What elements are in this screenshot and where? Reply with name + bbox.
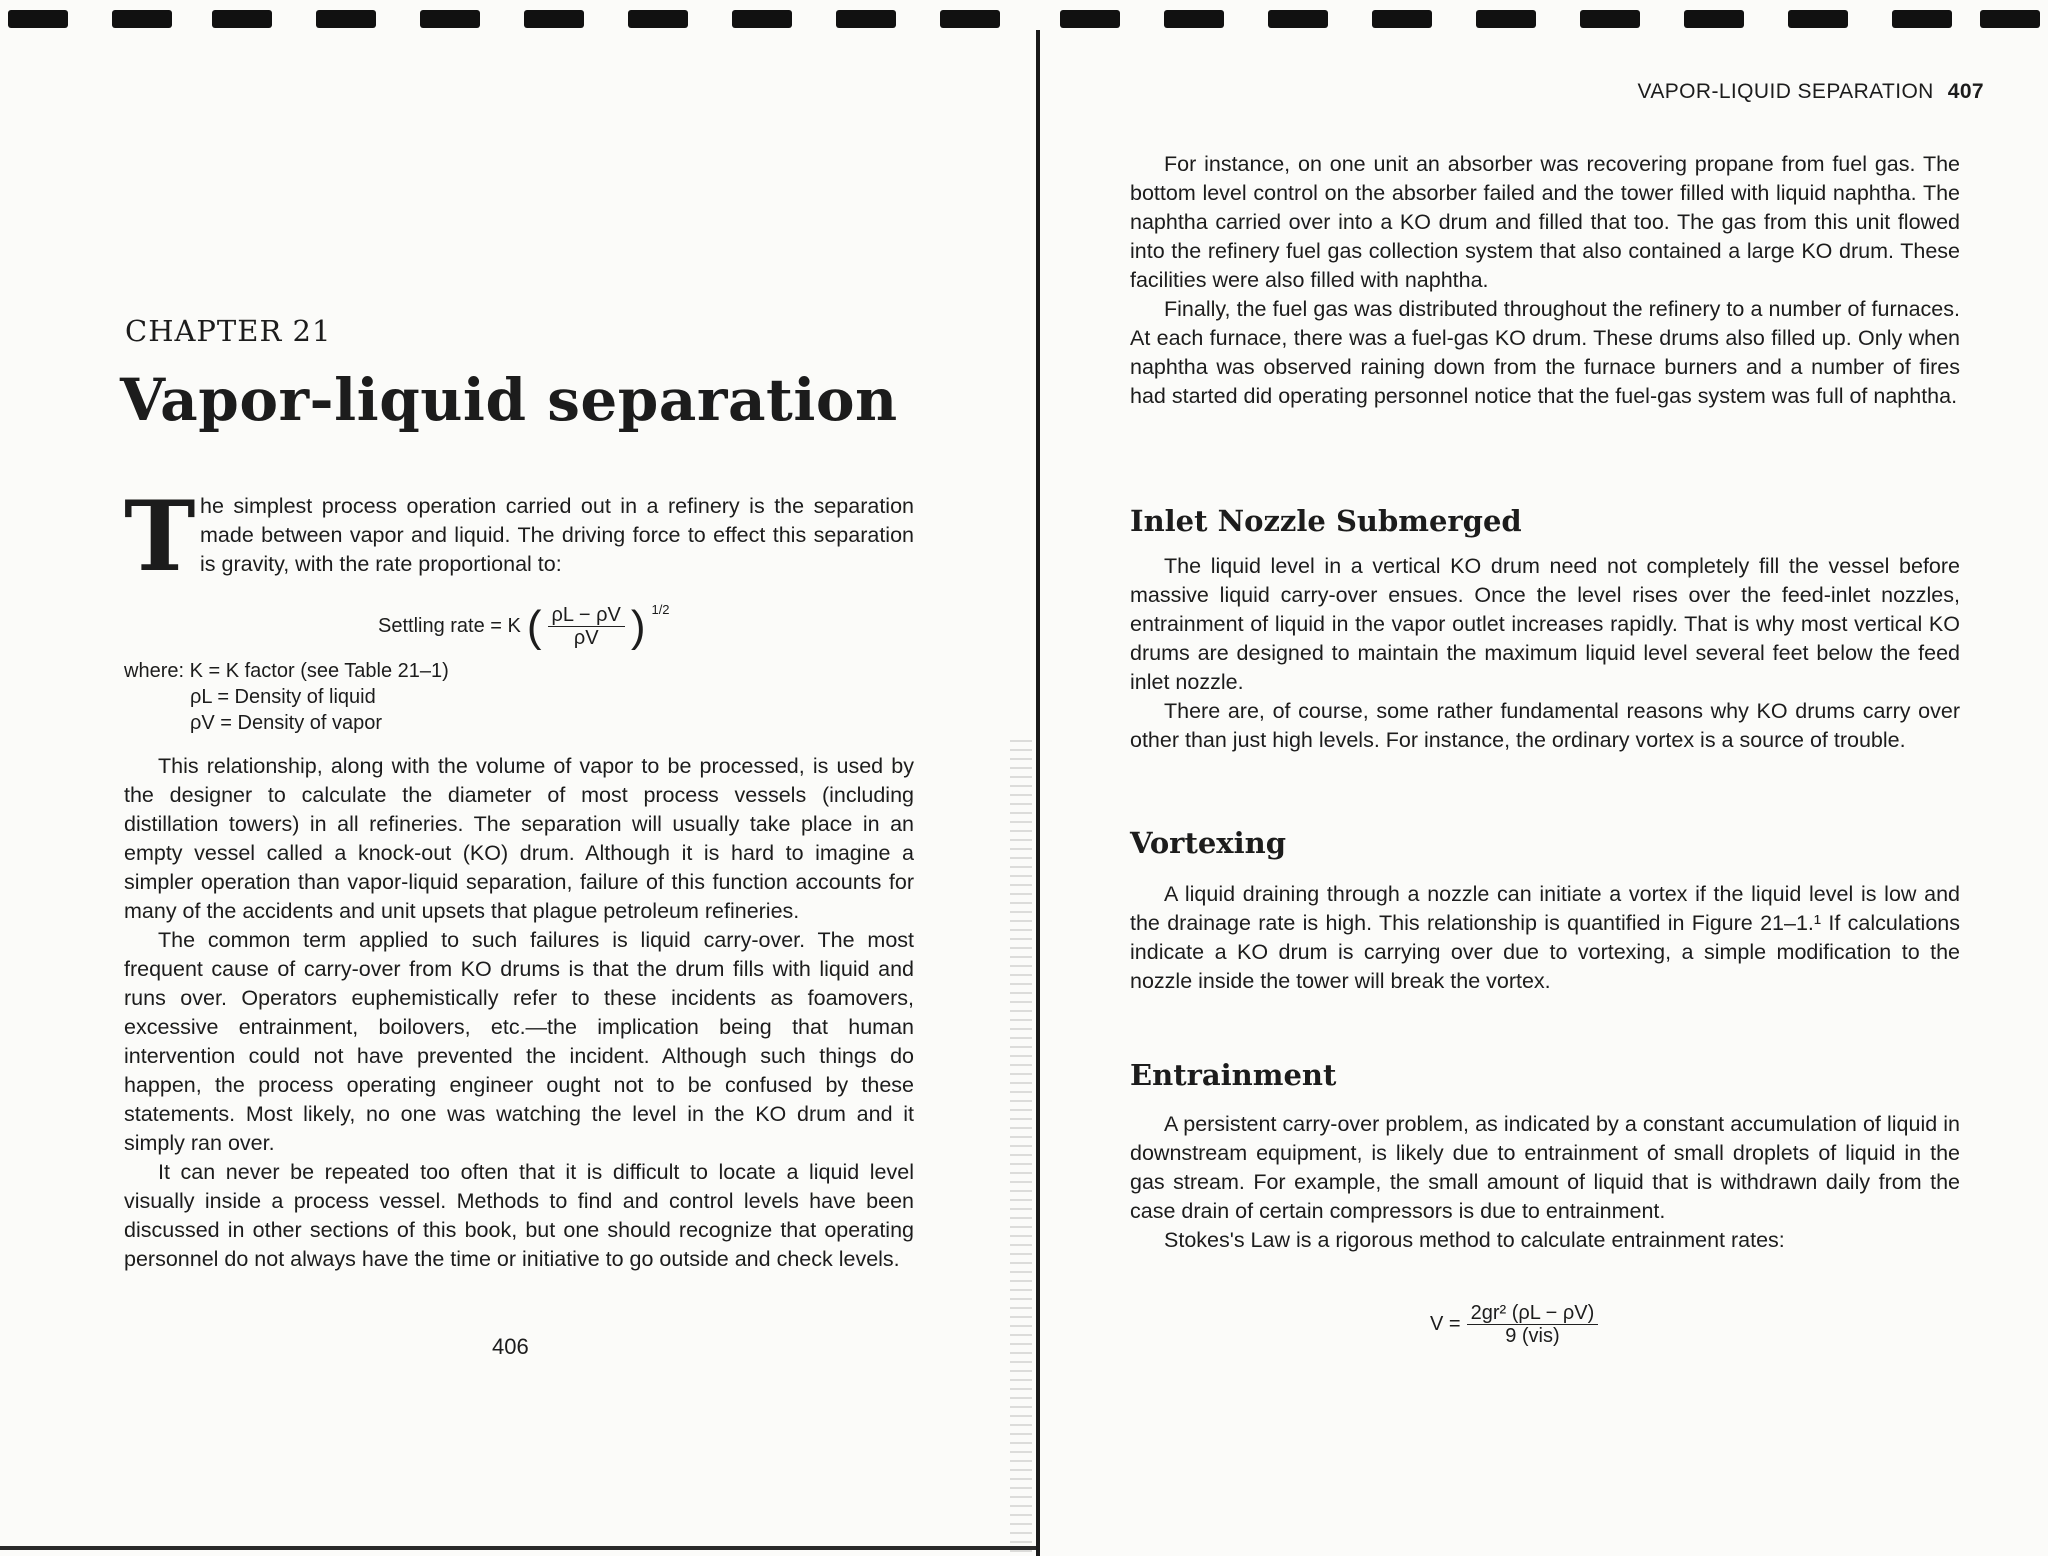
paragraph: The liquid level in a vertical KO drum need not completely fill the vessel before massive liquid carry-over ensues. Once the level rises over the feed-inlet nozzles, entrainment of liquid in the vapor outlet increases rapidly. That is why most vertical KO drums are designed to maintain the maximum liquid level several feet below the feed inlet nozzle. [1130, 554, 1960, 694]
paragraph: Stokes's Law is a rigorous method to calculate entrainment rates: [1164, 1228, 1785, 1252]
equation-fraction [1467, 1302, 1599, 1347]
paragraph: A persistent carry-over problem, as indicated by a constant accumulation of liquid in downstream equipment, is likely due to entrainment of small droplets of liquid in the gas stream. For example, the small amount of liquid that is withdrawn daily from the case drain of certain compressors is due to entrainment. [1130, 1112, 1960, 1223]
equation-numerator: ρL − ρV [548, 604, 625, 627]
paragraph: Finally, the fuel gas was distributed throughout the refinery to a number of furnaces. At each furnace, there was a fuel-gas KO drum. These drums also filled up. Only when naphtha was observed raining down from the furnace burners and a number of fires had started did operating personnel notice that the fuel-gas system was full of naphtha. [1130, 297, 1960, 408]
chapter-label: CHAPTER 21 [125, 314, 332, 348]
settling-rate-equation: Settling rate = K ( $\frac{\rho L - \rho V}{\rho V}$ ) 1/2 [378, 601, 670, 651]
paragraph: For instance, on one unit an absorber was recovering propane from fuel gas. The bottom level control on the absorber failed and the tower filled with liquid naphtha. The naphtha carried over into a KO drum and filled that too. The gas from this unit flowed into the refinery fuel gas collection system that also contained a large KO drum. These facilities were also filled with naphtha. [1130, 152, 1960, 292]
definition-rho-l: ρL = Density of liquid [190, 686, 376, 708]
intro-text: he simplest process operation carried out in a refinery is the separation made between vapor and liquid. The driving force to effect this separation is gravity, with the rate proportional to: [200, 494, 914, 576]
section-entrainment-text [1130, 1110, 1960, 1255]
section-heading-entrainment: Entrainment [1130, 1058, 1337, 1092]
section-heading-inlet-nozzle: Inlet Nozzle Submerged [1130, 504, 1522, 538]
paragraph: It can never be repeated too often that it is difficult to locate a liquid level visually inside a process vessel. Methods to find and control levels have been discussed in other sections of this book, but one should recognize that operating personnel do not always have the time or initiative to go outside and check levels. [124, 1160, 914, 1271]
paragraph: There are, of course, some rather fundamental reasons why KO drums carry over other than just high levels. For instance, the ordinary vortex is a source of trouble. [1130, 699, 1960, 752]
page-number: 407 [1947, 80, 1984, 103]
right-page [1040, 0, 2048, 1556]
definition-k: where: K = K factor (see Table 21–1) [124, 660, 449, 682]
running-head [1638, 80, 1985, 104]
page-number: 406 [492, 1334, 529, 1359]
equation-lhs: Settling rate = K [378, 615, 521, 637]
equation-numerator: 2gr² (ρL − ρV) [1467, 1302, 1599, 1325]
paragraph: A liquid draining through a nozzle can initiate a vortex if the liquid level is low and the drainage rate is high. This relationship is quantified in Figure 21–1.¹ If calculations indicate a KO drum is carrying over due to vortexing, a simple modification to the nozzle inside the tower will break the vortex. [1130, 882, 1960, 993]
section-vortexing-text [1130, 880, 1960, 996]
paragraph: This relationship, along with the volume of vapor to be processed, is used by the designer to calculate the diameter of most process vessels (including distillation towers) in all refineries. The separation will usually take place in an empty vessel called a knock-out (KO) drum. Although it is hard to imagine a simpler operation than vapor-liquid separation, failure of this function accounts for many of the accidents and unit upsets that plague petroleum refineries. [124, 754, 914, 923]
left-body-text [124, 752, 914, 1274]
intro-paragraph [124, 480, 914, 593]
paragraph: The common term applied to such failures is liquid carry-over. The most frequent cause of carry-over from KO drums is that the drum fills with liquid and runs over. Operators euphemistically refer to these incidents as foamovers, excessive entrainment, boilovers, etc.—the implication being that human intervention could not have prevented the incident. Although such things do happen, the process operating engineer ought not to be confused by these statements. Most likely, no one was watching the level in the KO drum and it simply ran over. [124, 928, 914, 1155]
equation-fraction [548, 604, 625, 649]
running-head-title: VAPOR-LIQUID SEPARATION [1637, 80, 1934, 103]
equation-lhs: V = [1430, 1313, 1461, 1335]
equation-denominator: 9 (vis) [1505, 1325, 1560, 1347]
stokes-law-equation [1430, 1302, 1598, 1347]
opening-text [1130, 150, 1960, 411]
section-inlet-nozzle-text [1130, 552, 1960, 755]
drop-cap: T [124, 480, 196, 593]
where-definitions [124, 658, 449, 736]
equation-exponent: 1/2 [651, 602, 670, 617]
definition-rho-v: ρV = Density of vapor [190, 712, 383, 734]
chapter-title: Vapor-liquid separation [120, 366, 898, 434]
equation-denominator: ρV [573, 627, 599, 649]
section-heading-vortexing: Vortexing [1130, 826, 1286, 860]
